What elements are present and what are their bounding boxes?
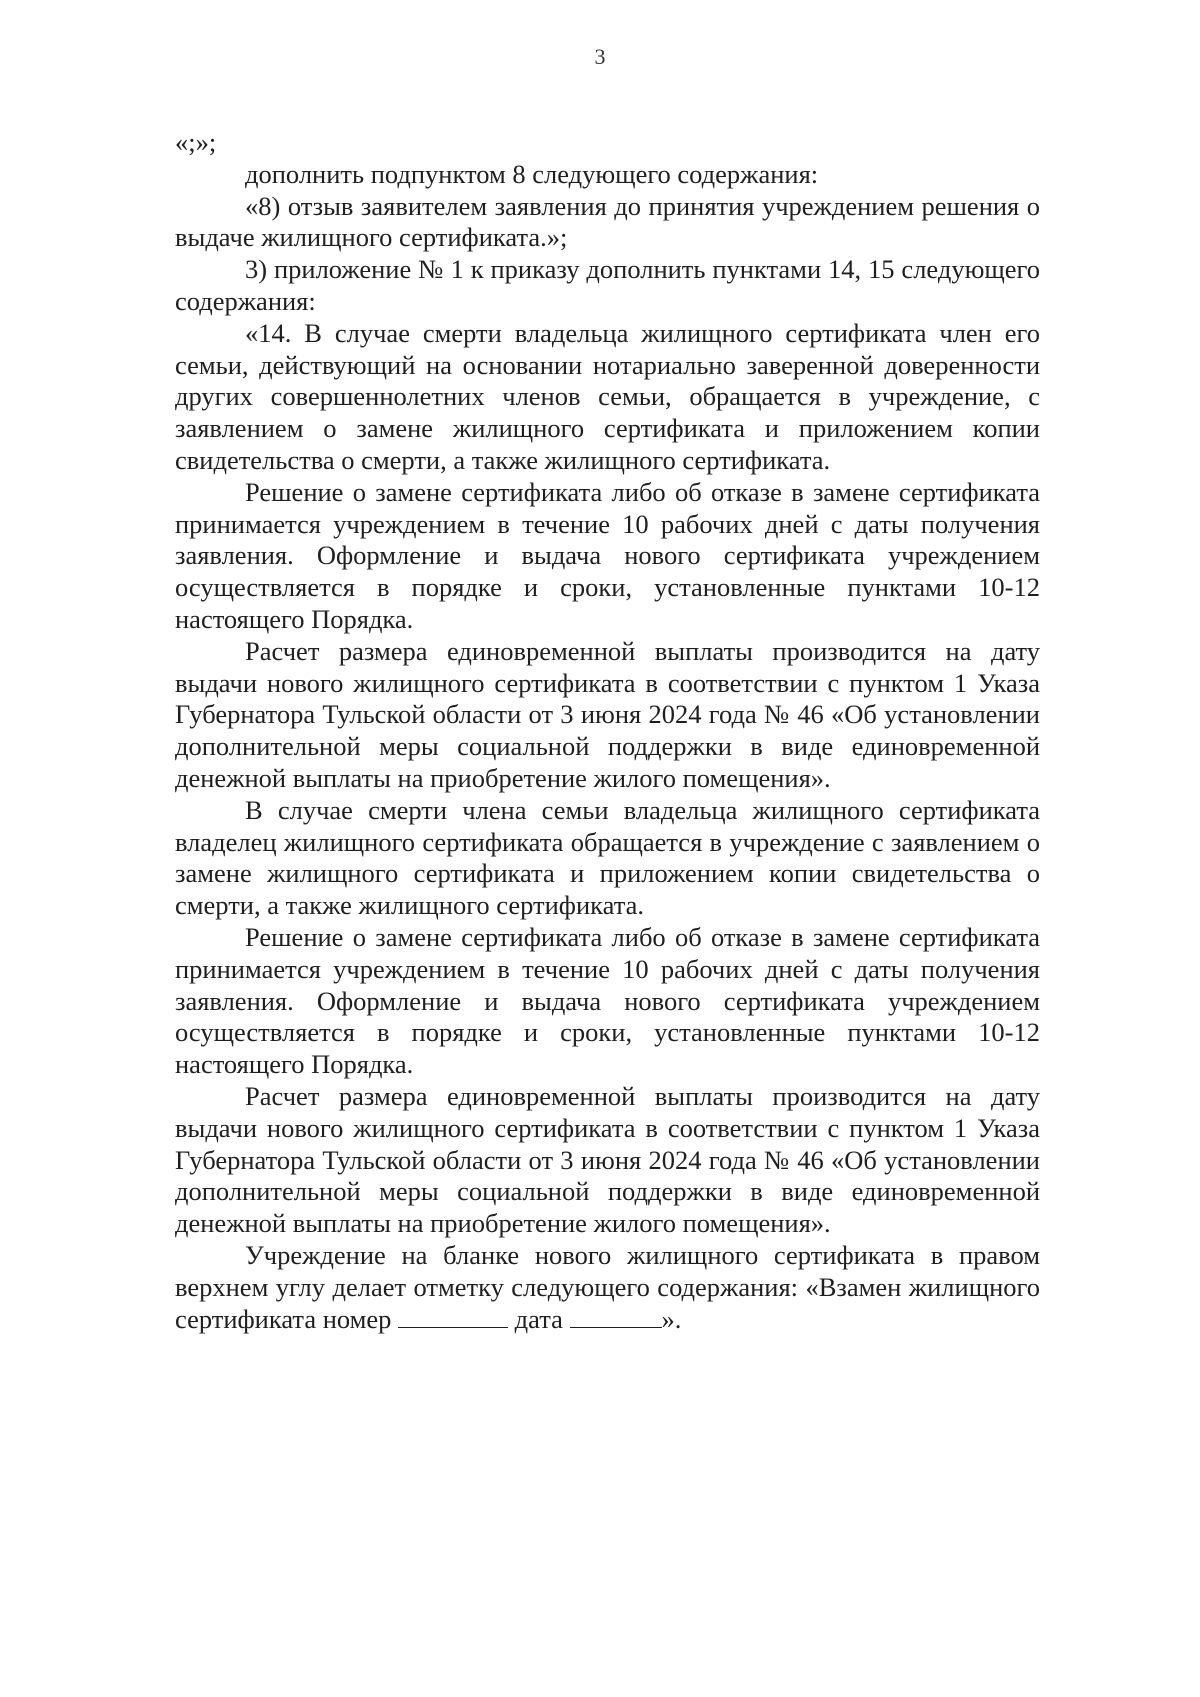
mark-text-end: ». xyxy=(661,1304,682,1335)
paragraph-replacement-decision-2: Решение о замене сертификата либо об отказе в замене сертификата принимается учреждением в течение 10 рабочих дней с даты получения заявления. Оформление и выдача нового сертификата учреждением осуществляется в порядке и сроки, установленные пунктами 10-12 настоящего Порядка. xyxy=(175,921,1040,1080)
page-number: 3 xyxy=(594,44,606,69)
paragraph-item-14: «14. В случае смерти владельца жилищного сертификата член его семьи, действующий на основании нотариально заверенной доверенности других совершеннолетних членов семьи, обращается в учреждение, с заявлением о замене жилищного сертификата и приложением копии свидетельства о смерти, а также жилищного сертификата. xyxy=(175,317,1040,475)
paragraph-payment-calculation-2: Расчет размера единовременной выплаты производится на дату выдачи нового жилищного сертификата в соответствии с пунктом 1 Указа Губернатора Тульской области от 3 июня 2024 года № 46 «Об установлении дополнительной меры социальной поддержки в виде единовременной денежной выплаты на приобретение жилого помещения». xyxy=(175,1080,1040,1239)
paragraph-item-3-appendix: 3) приложение № 1 к приказу дополнить пунктами 14, 15 следующего содержания: xyxy=(175,254,1040,316)
paragraph-subitem-8: «8) отзыв заявителем заявления до принятия учреждением решения о выдаче жилищного сертификата.»; xyxy=(175,190,1040,253)
paragraph-family-member-death: В случае смерти члена семьи владельца жилищного сертификата владелец жилищного сертификата обращается в учреждение с заявлением о замене жилищного сертификата и приложением копии свидетельства о смерти, а также жилищного сертификата. xyxy=(175,794,1040,921)
mark-text-before: Учреждение на бланке нового жилищного сертификата в правом верхнем углу делает отметку следующего содержания: «Взамен жилищного сертификата номер xyxy=(175,1239,1040,1335)
certificate-date-blank xyxy=(570,1303,662,1328)
document-body xyxy=(175,127,1040,1336)
certificate-number-blank xyxy=(398,1303,508,1328)
paragraph-payment-calculation-1: Расчет размера единовременной выплаты производится на дату выдачи нового жилищного сертификата в соответствии с пунктом 1 Указа Губернатора Тульской области от 3 июня 2024 года № 46 «Об установлении дополнительной меры социальной поддержки в виде единовременной денежной выплаты на приобретение жилого помещения». xyxy=(175,635,1040,793)
paragraph-certificate-mark xyxy=(175,1240,1040,1336)
paragraph-closing-quote: «;»; xyxy=(175,127,217,157)
paragraph-add-subitem-8: дополнить подпунктом 8 следующего содержания: xyxy=(245,158,819,189)
mark-text-middle: дата xyxy=(508,1304,570,1335)
paragraph-replacement-decision-1: Решение о замене сертификата либо об отказе в замене сертификата принимается учреждением в течение 10 рабочих дней с даты получения заявления. Оформление и выдача нового сертификата учреждением осуществляется в порядке и сроки, установленные пунктами 10-12 настоящего Порядка. xyxy=(175,476,1040,634)
